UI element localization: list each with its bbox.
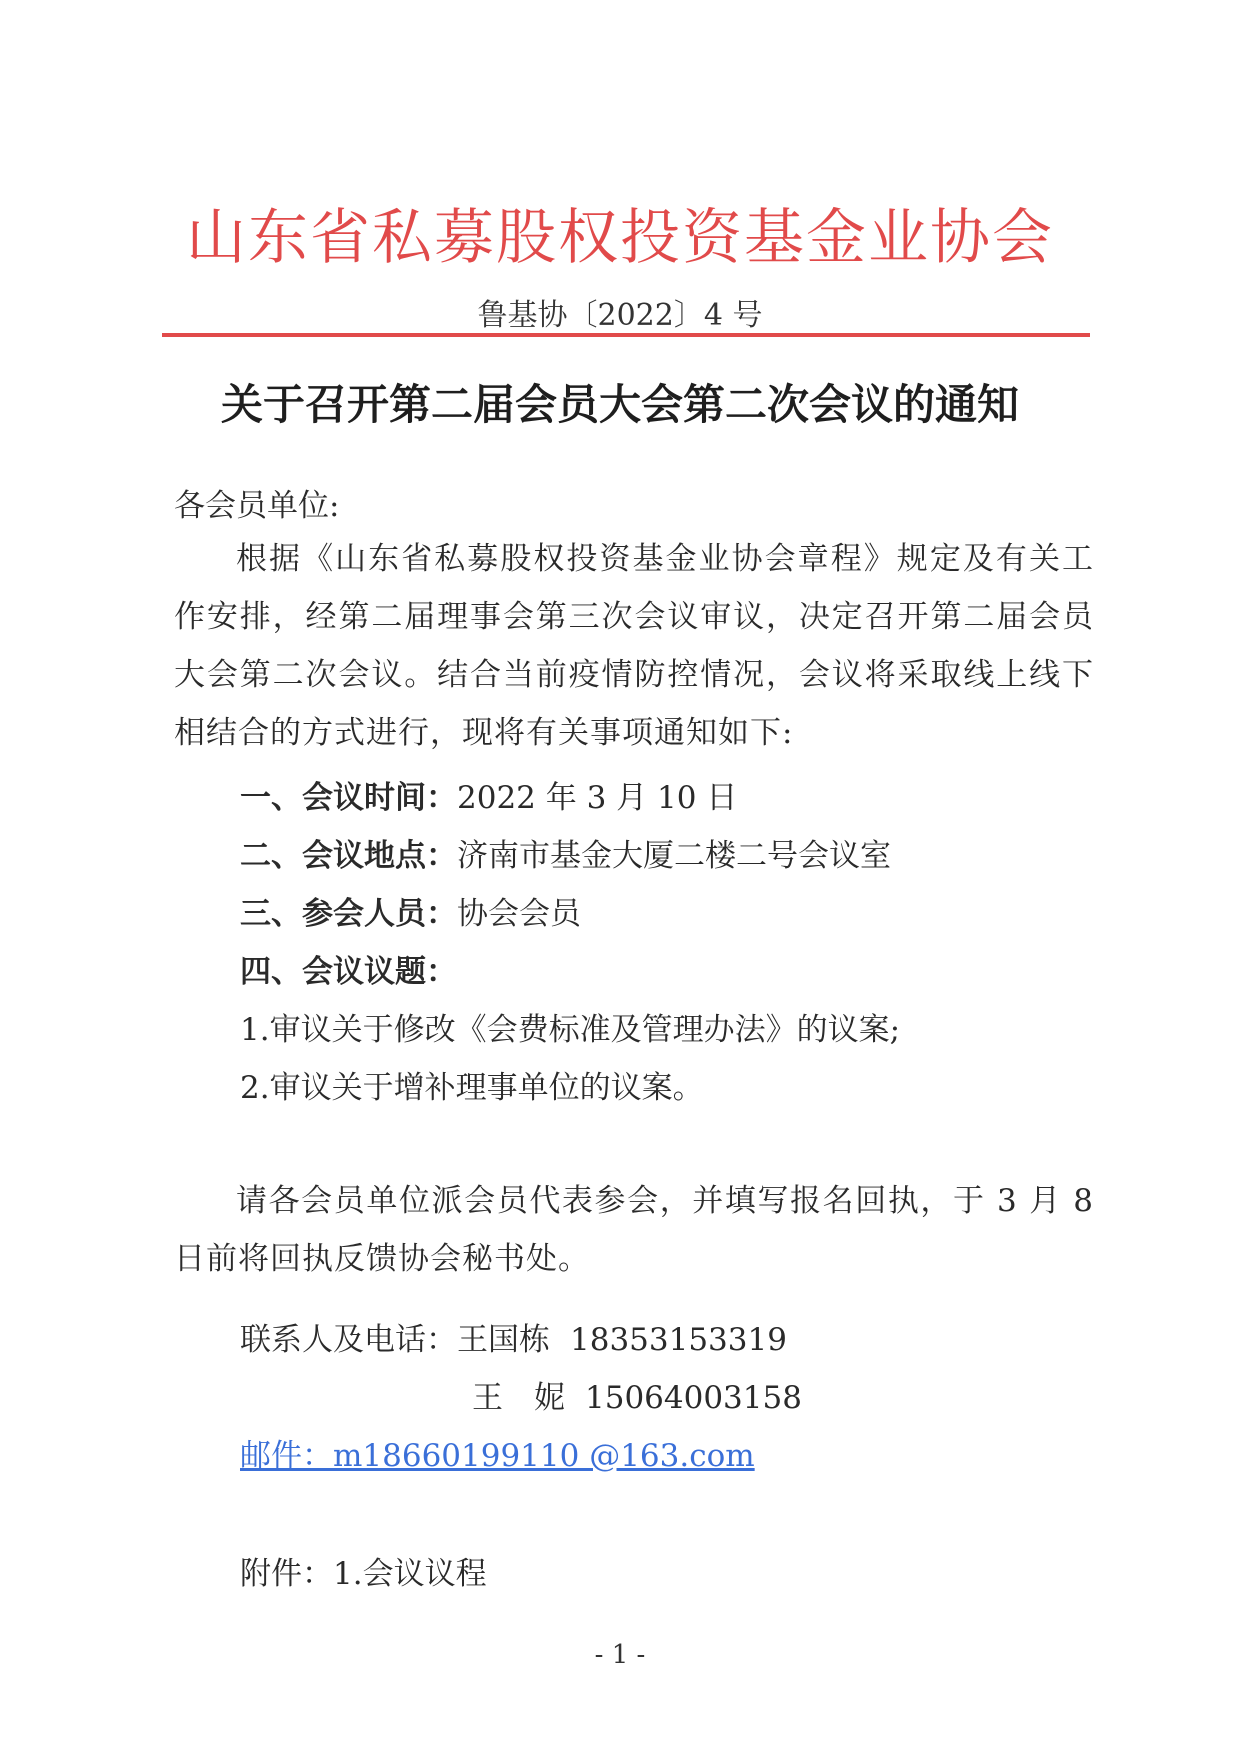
item-meeting-location [240, 830, 891, 875]
item-label: 四、会议议题： [240, 954, 457, 990]
contact-name: 王国栋 [457, 1322, 550, 1358]
red-divider [162, 333, 1090, 337]
item-label: 二、会议地点： [240, 838, 457, 874]
item-value: 2022 年 3 月 10 日 [457, 780, 738, 816]
item-agenda [240, 946, 457, 991]
item-value: 济南市基金大厦二楼二号会议室 [457, 838, 891, 874]
item-value: 协会会员 [457, 896, 581, 932]
agenda-topic-2: 2.审议关于增补理事单位的议案。 [240, 1070, 704, 1106]
email-link[interactable]: 邮件：m18660199110 @163.com [240, 1438, 755, 1474]
document-number: 鲁基协〔2022〕4 号 [477, 298, 763, 333]
contact-label: 联系人及电话： [240, 1322, 457, 1358]
agenda-topic-1: 1.审议关于修改《会费标准及管理办法》的议案; [240, 1012, 901, 1048]
item-attendees [240, 888, 581, 933]
notice-title: 关于召开第二届会员大会第二次会议的通知 [220, 380, 1019, 429]
attachment-line: 附件：1.会议议程 [240, 1556, 487, 1592]
organization-title: 山东省私募股权投资基金业协会 [186, 203, 1054, 273]
item-label: 三、参会人员： [240, 896, 457, 932]
contact-phone: 18353153319 [570, 1322, 787, 1358]
contact-name: 王 妮 [472, 1380, 565, 1416]
item-meeting-time [240, 772, 737, 817]
request-paragraph: 请各会员单位派会员代表参会，并填写报名回执，于 3 月 8 日前将回执反馈协会秘书处。 [174, 1183, 1094, 1277]
contact-line-1 [240, 1314, 787, 1359]
intro-paragraph: 根据《山东省私募股权投资基金业协会章程》规定及有关工作安排，经第二届理事会第三次会议审议，决定召开第二届会员大会第二次会议。结合当前疫情防控情况，会议将采取线上线下相结合的方式进行，现将有关事项通知如下: [174, 541, 1094, 751]
page-number: - 1 - [594, 1640, 646, 1670]
contact-line-2 [240, 1372, 802, 1417]
contact-phone: 15064003158 [585, 1380, 802, 1416]
salutation: 各会员单位: [174, 488, 340, 524]
item-label: 一、会议时间： [240, 780, 457, 816]
